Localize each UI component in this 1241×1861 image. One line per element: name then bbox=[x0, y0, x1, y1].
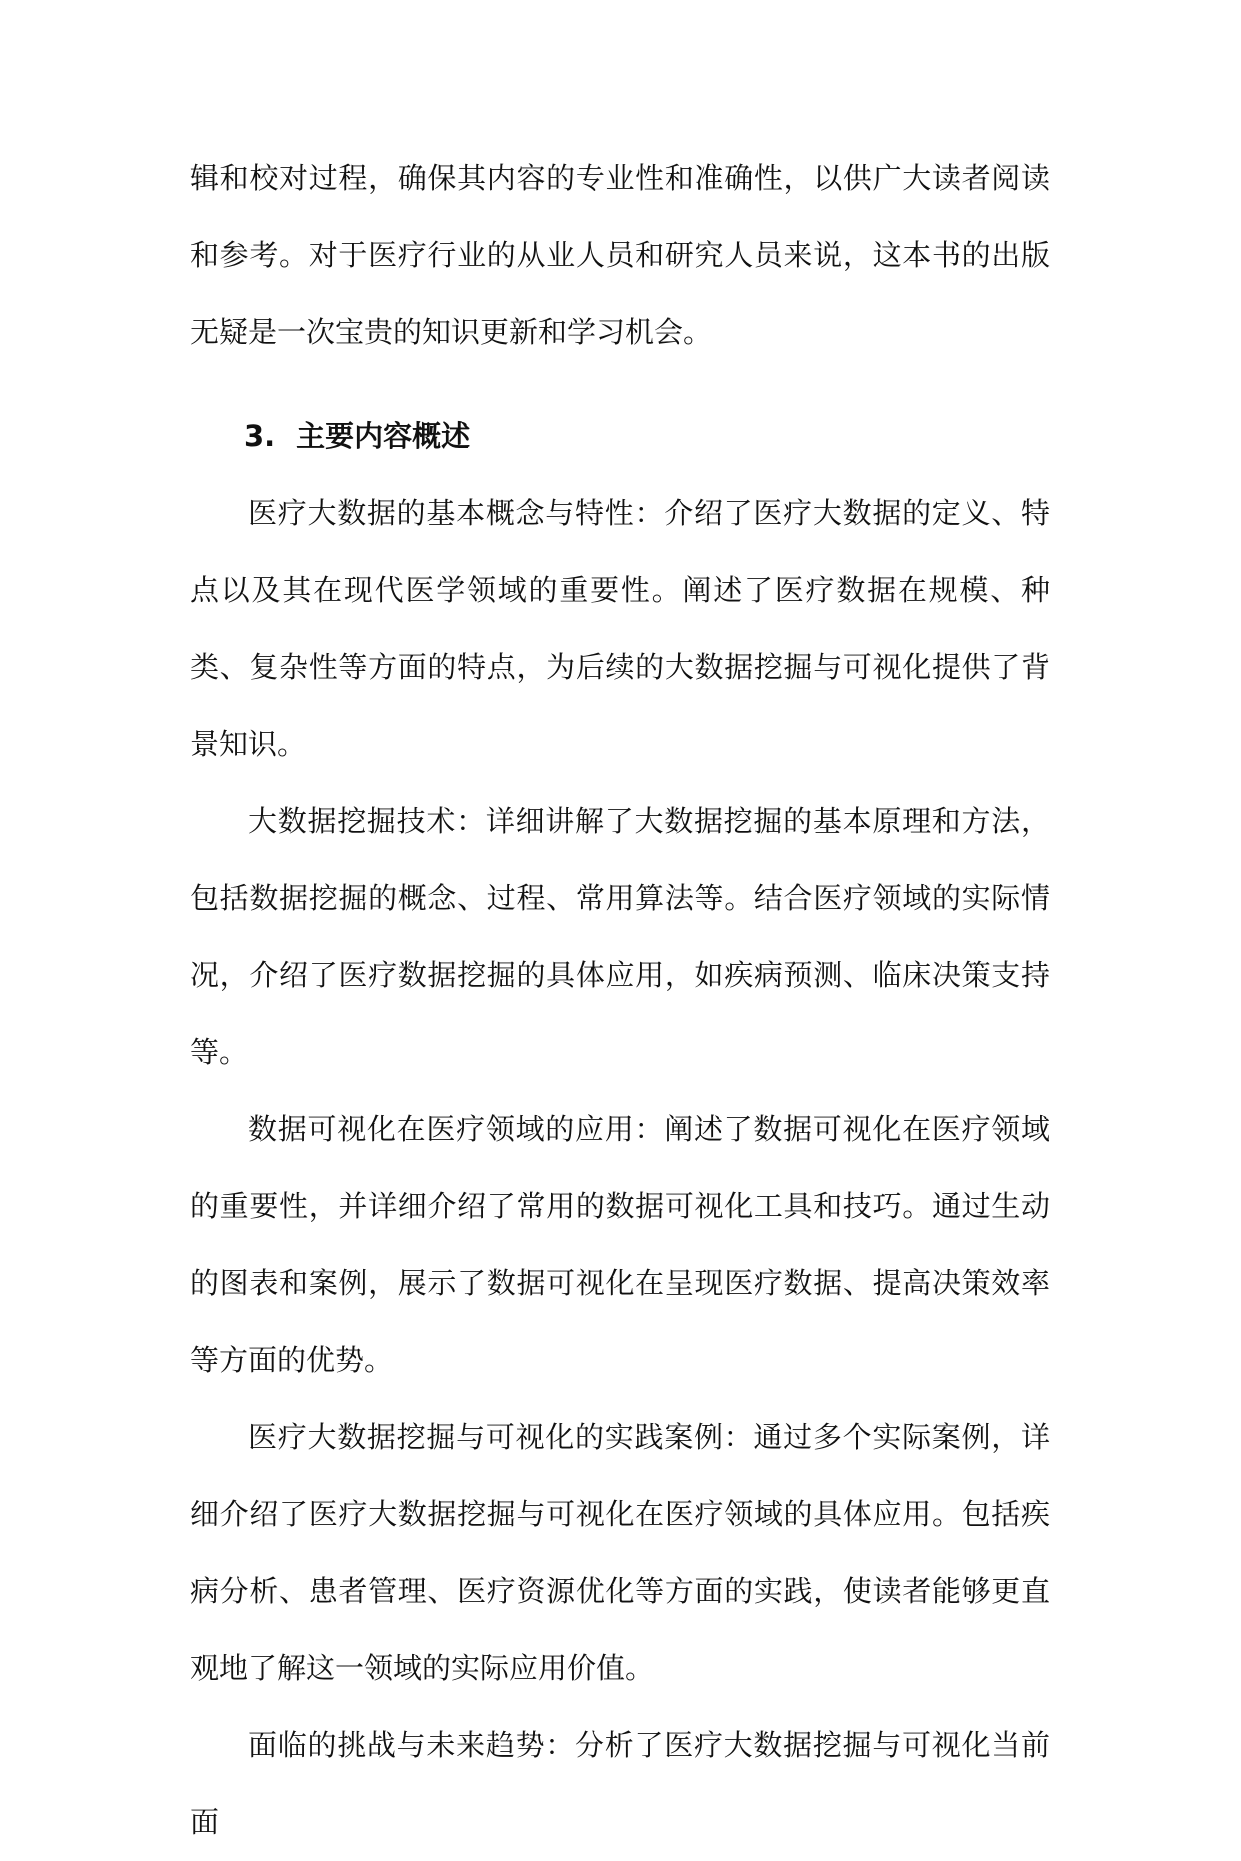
document-body bbox=[190, 140, 1050, 1861]
intro-paragraph: 辑和校对过程，确保其内容的专业性和准确性，以供广大读者阅读和参考。对于医疗行业的从业人员和研究人员来说，这本书的出版无疑是一次宝贵的知识更新和学习机会。 bbox=[190, 161, 1050, 349]
paragraph-basic-concepts: 医疗大数据的基本概念与特性：介绍了医疗大数据的定义、特点以及其在现代医学领域的重要性。阐述了医疗数据在规模、种类、复杂性等方面的特点，为后续的大数据挖掘与可视化提供了背景知识。 bbox=[190, 496, 1050, 761]
paragraph-challenges: 面临的挑战与未来趋势：分析了医疗大数据挖掘与可视化当前面 bbox=[190, 1728, 1050, 1839]
section-heading bbox=[190, 371, 1050, 475]
section-number: 3. bbox=[244, 419, 276, 453]
paragraph-mining-tech: 大数据挖掘技术：详细讲解了大数据挖掘的基本原理和方法，包括数据挖掘的概念、过程、常用算法等。结合医疗领域的实际情况，介绍了医疗数据挖掘的具体应用，如疾病预测、临床决策支持等。 bbox=[190, 804, 1050, 1069]
section-title: 主要内容概述 bbox=[296, 419, 471, 453]
paragraph-visualization: 数据可视化在医疗领域的应用：阐述了数据可视化在医疗领域的重要性，并详细介绍了常用的数据可视化工具和技巧。通过生动的图表和案例，展示了数据可视化在呈现医疗数据、提高决策效率等方面的优势。 bbox=[190, 1112, 1050, 1377]
paragraph-case-studies: 医疗大数据挖掘与可视化的实践案例：通过多个实际案例，详细介绍了医疗大数据挖掘与可视化在医疗领域的具体应用。包括疾病分析、患者管理、医疗资源优化等方面的实践，使读者能够更直观地了解这一领域的实际应用价值。 bbox=[190, 1420, 1050, 1685]
